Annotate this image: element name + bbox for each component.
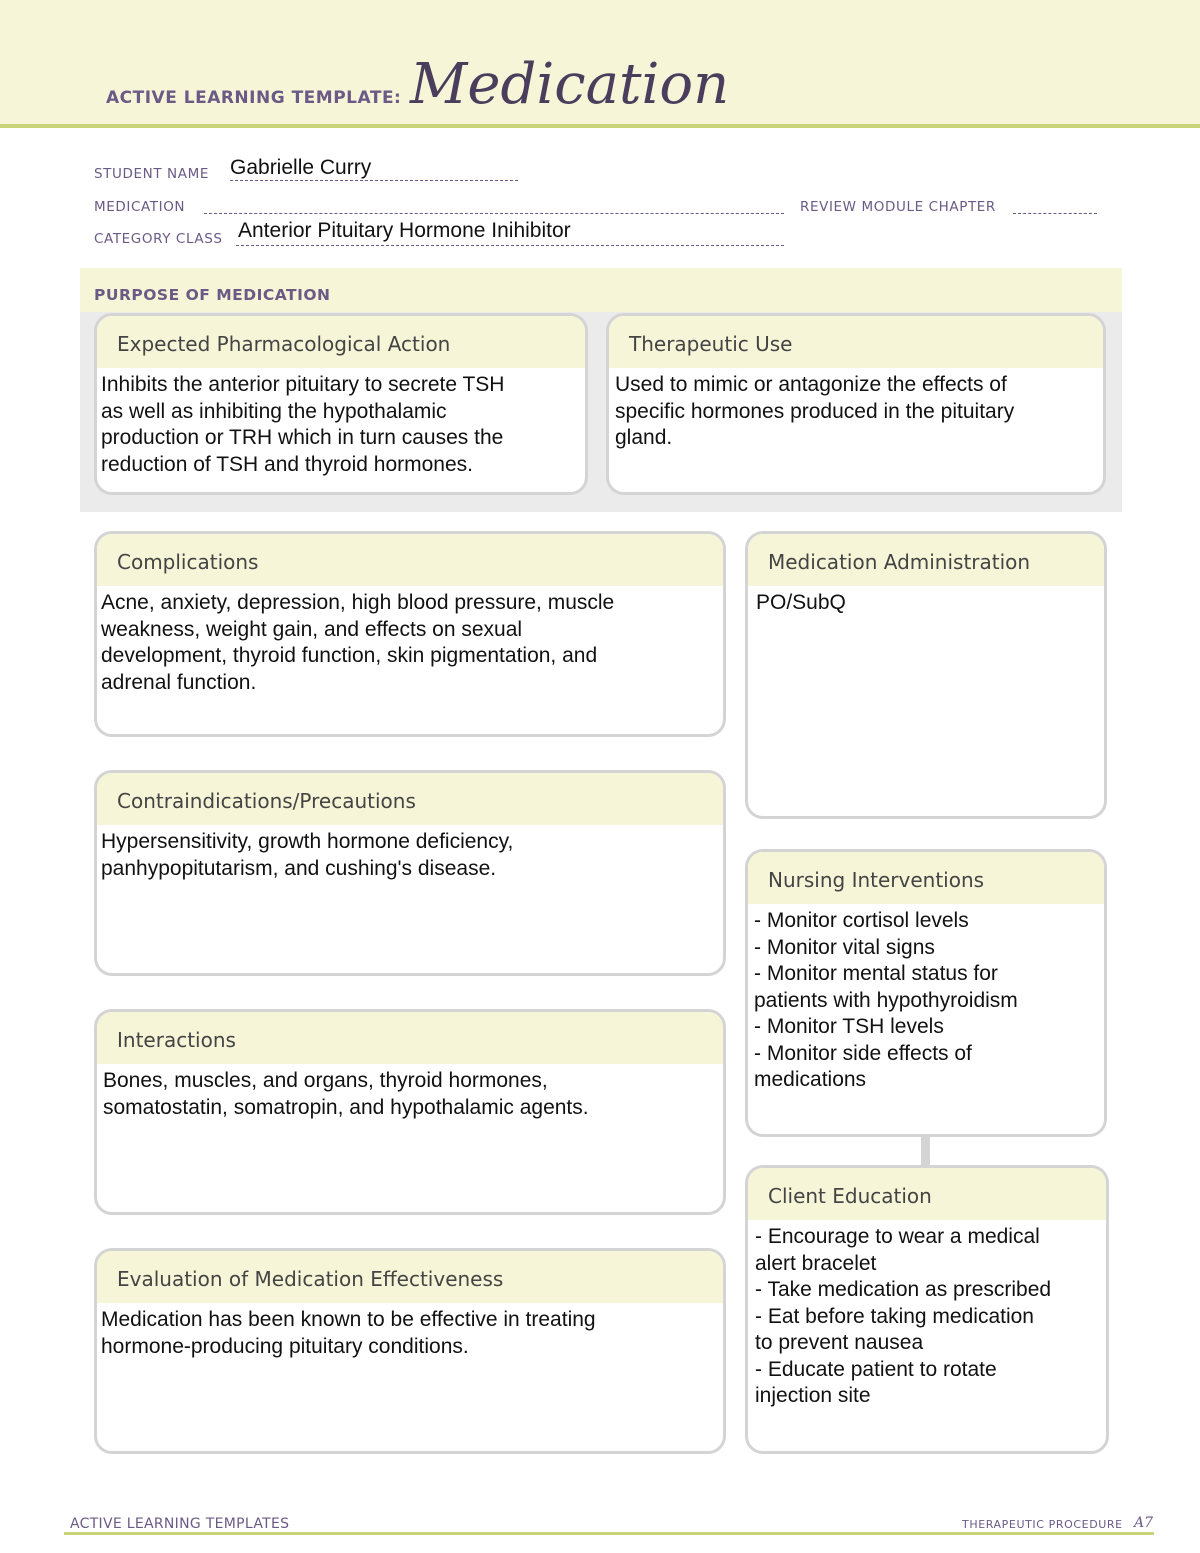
category-class-line bbox=[236, 245, 784, 246]
interactions-text[interactable]: Bones, muscles, and organs, thyroid hormones, somatostatin, somatropin, and hypothalamic agents. bbox=[103, 1069, 589, 1119]
footer-title: ACTIVE LEARNING TEMPLATES bbox=[70, 1516, 290, 1532]
medication-label: MEDICATION bbox=[94, 199, 186, 215]
therapeutic-use-box bbox=[606, 313, 1106, 495]
review-module-line bbox=[1013, 213, 1097, 214]
review-module-label: REVIEW MODULE CHAPTER bbox=[800, 199, 996, 215]
category-class-field[interactable]: Anterior Pituitary Hormone Inihibitor bbox=[238, 219, 571, 242]
footer-category: THERAPEUTIC PROCEDURE bbox=[962, 1518, 1123, 1531]
client-education-text[interactable]: - Encourage to wear a medical alert bracelet - Take medication as prescribed - Eat before taking medication to prevent nausea - Educate patient to rotate injection site bbox=[755, 1225, 1052, 1407]
student-name-field[interactable]: Gabrielle Curry bbox=[230, 156, 372, 179]
expected-action-text[interactable]: Inhibits the anterior pituitary to secrete TSH as well as inhibiting the hypothalamic production or TRH which in turn causes the reduction of TSH and thyroid hormones. bbox=[101, 373, 505, 476]
administration-text[interactable]: PO/SubQ bbox=[756, 591, 846, 614]
evaluation-heading: Evaluation of Medication Effectiveness bbox=[97, 1251, 723, 1303]
box-connector bbox=[921, 1134, 930, 1166]
template-label: ACTIVE LEARNING TEMPLATE: bbox=[106, 88, 402, 108]
category-class-label: CATEGORY CLASS bbox=[94, 231, 223, 247]
client-education-heading: Client Education bbox=[748, 1168, 1106, 1220]
page-title: Medication bbox=[410, 52, 730, 117]
expected-action-heading: Expected Pharmacological Action bbox=[97, 316, 585, 368]
nursing-interventions-heading: Nursing Interventions bbox=[748, 852, 1104, 904]
student-name-label: STUDENT NAME bbox=[94, 166, 209, 182]
footer-page-number: A7 bbox=[1134, 1515, 1154, 1531]
contraindications-box bbox=[94, 770, 726, 976]
administration-box bbox=[745, 531, 1107, 819]
nursing-interventions-box bbox=[745, 849, 1107, 1137]
medication-line bbox=[204, 213, 784, 214]
administration-heading: Medication Administration bbox=[748, 534, 1104, 586]
therapeutic-use-heading: Therapeutic Use bbox=[609, 316, 1103, 368]
evaluation-text[interactable]: Medication has been known to be effective in treating hormone-producing pituitary conditions. bbox=[101, 1308, 596, 1358]
therapeutic-use-text[interactable]: Used to mimic or antagonize the effects of specific hormones produced in the pituitary gland. bbox=[615, 373, 1015, 449]
student-name-line bbox=[230, 180, 518, 181]
interactions-box bbox=[94, 1009, 726, 1215]
complications-box bbox=[94, 531, 726, 737]
contraindications-text[interactable]: Hypersensitivity, growth hormone deficiency, panhypopitutarism, and cushing's disease. bbox=[101, 830, 514, 880]
purpose-title: PURPOSE OF MEDICATION bbox=[94, 286, 331, 304]
expected-action-box bbox=[94, 313, 588, 495]
footer-rule bbox=[64, 1532, 1154, 1535]
complications-heading: Complications bbox=[97, 534, 723, 586]
nursing-interventions-text[interactable]: - Monitor cortisol levels - Monitor vital signs - Monitor mental status for patients with hypothyroidism - Monitor TSH levels - Monitor side effects of medications bbox=[754, 909, 1018, 1091]
client-education-box bbox=[745, 1165, 1109, 1454]
evaluation-box bbox=[94, 1248, 726, 1454]
interactions-heading: Interactions bbox=[97, 1012, 723, 1064]
complications-text[interactable]: Acne, anxiety, depression, high blood pressure, muscle weakness, weight gain, and effects on sexual development, thyroid function, skin pigmentation, and adrenal function. bbox=[101, 591, 615, 694]
contraindications-heading: Contraindications/Precautions bbox=[97, 773, 723, 825]
header-rule bbox=[0, 124, 1200, 128]
